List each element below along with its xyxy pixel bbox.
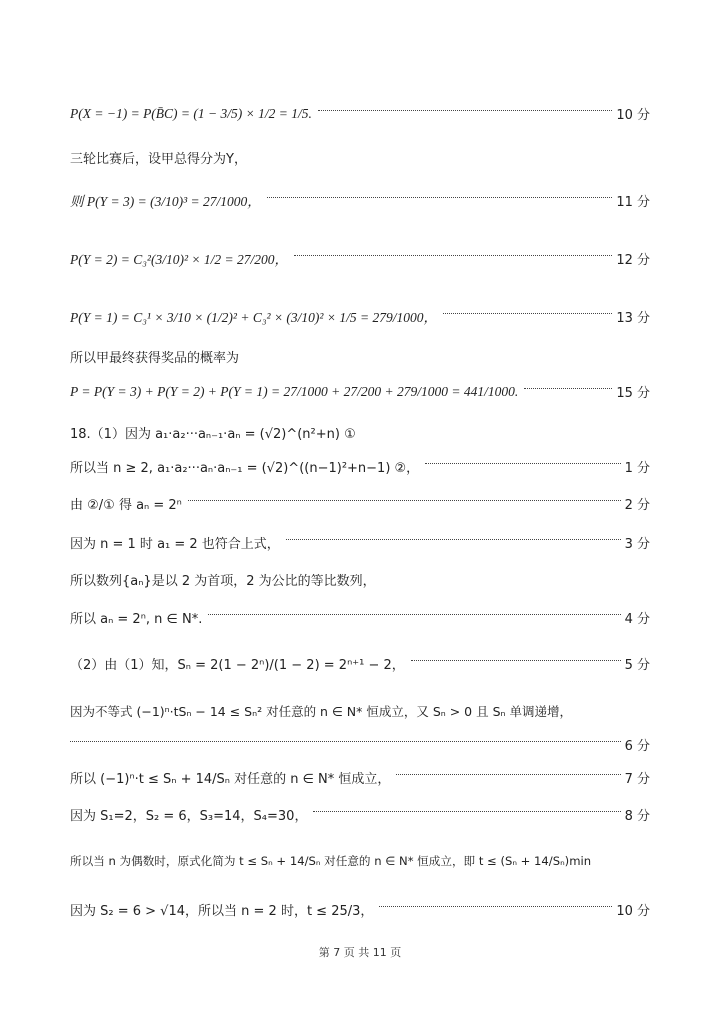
page-footer: 第 7 页 共 11 页 <box>318 946 402 959</box>
line-1 <box>70 104 650 123</box>
line-9-score: 1 分 <box>624 461 650 476</box>
leader-dots <box>188 500 621 501</box>
line-13-text: 所以 aₙ = 2ⁿ, n ∈ N*. <box>70 612 203 627</box>
line-12 <box>70 570 650 589</box>
line-18-score: 8 分 <box>624 809 650 824</box>
line-13-score: 4 分 <box>624 612 650 627</box>
leader-dots <box>267 197 613 198</box>
line-16 <box>70 735 650 754</box>
line-12-text: 所以数列{aₙ}是以 2 为首项，2 为公比的等比数列， <box>70 574 376 589</box>
line-4-score: 12 分 <box>616 252 650 268</box>
line-14-score: 5 分 <box>624 658 650 673</box>
leader-dots <box>208 614 620 615</box>
line-17 <box>70 768 650 787</box>
line-5 <box>70 306 650 326</box>
line-5-score: 13 分 <box>616 310 650 326</box>
line-18-text: 因为 S₁=2，S₂ = 6，S₃=14，S₄=30， <box>70 809 308 824</box>
line-7-text: P = P(Y = 3) + P(Y = 2) + P(Y = 1) = 27/1000 + 27/200 + 279/1000 = 441/1000. <box>70 383 519 399</box>
line-16-score: 6 分 <box>624 739 650 754</box>
line-17-score: 7 分 <box>624 772 650 787</box>
line-8 <box>70 423 650 442</box>
line-5-text: P(Y = 1) = C₃¹ × 3/10 × (1/2)² + C₃² × (3/10)² × 1/5 = 279/1000， <box>70 310 437 325</box>
line-18 <box>70 805 650 824</box>
line-10-score: 2 分 <box>624 498 650 513</box>
leader-dots <box>425 463 620 464</box>
line-7-score: 15 分 <box>616 386 650 401</box>
line-20-text: 因为 S₂ = 6 > √14，所以当 n = 2 时，t ≤ 25/3， <box>70 904 374 919</box>
leader-dots <box>524 388 612 389</box>
leader-dots <box>318 110 612 111</box>
line-3-score: 11 分 <box>616 194 650 210</box>
line-7 <box>70 382 650 401</box>
line-14 <box>70 654 650 673</box>
line-1-score: 10 分 <box>616 108 650 123</box>
line-4-text: P(Y = 2) = C₃²(3/10)² × 1/2 = 27/200， <box>70 252 288 267</box>
line-11-score: 3 分 <box>624 537 650 552</box>
line-10 <box>70 494 650 513</box>
leader-dots <box>286 539 621 540</box>
leader-dots <box>443 313 612 314</box>
line-1-text: P(X = −1) = P(B̄C) = (1 − 3/5) × 1/2 = 1/5. <box>70 105 312 121</box>
line-19-text: 所以当 n 为偶数时，原式化简为 t ≤ Sₙ + 14/Sₙ 对任意的 n ∈ N* 恒成立，即 t ≤ (Sₙ + 14/Sₙ)min <box>70 854 592 868</box>
leader-dots <box>70 741 621 742</box>
leader-dots <box>379 906 612 907</box>
line-3-text: 则 P(Y = 3) = (3/10)³ = 27/1000， <box>70 194 261 209</box>
line-20 <box>70 900 650 919</box>
line-17-text: 所以 (−1)ⁿ·t ≤ Sₙ + 14/Sₙ 对任意的 n ∈ N* 恒成立， <box>70 772 391 787</box>
line-19 <box>70 853 650 869</box>
line-15-text: 因为不等式 (−1)ⁿ·tSₙ − 14 ≤ Sₙ² 对任意的 n ∈ N* 恒成立，又 Sₙ > 0 且 Sₙ 单调递增， <box>70 704 572 719</box>
leader-dots <box>313 811 620 812</box>
leader-dots <box>396 774 620 775</box>
line-6-text: 所以甲最终获得奖品的概率为 <box>70 351 240 366</box>
line-11 <box>70 533 650 552</box>
line-2 <box>70 148 650 167</box>
line-14-text: （2）由（1）知，Sₙ = 2(1 − 2ⁿ)/(1 − 2) = 2ⁿ⁺¹ − 2， <box>70 658 405 673</box>
line-13 <box>70 608 650 627</box>
line-4 <box>70 248 650 268</box>
line-20-score: 10 分 <box>616 904 650 919</box>
line-8-text: 18.（1）因为 a₁·a₂···aₙ₋₁·aₙ = (√2)^(n²+n) ① <box>70 427 356 442</box>
line-10-text: 由 ②/① 得 aₙ = 2ⁿ <box>70 498 182 513</box>
line-6 <box>70 347 650 366</box>
line-11-text: 因为 n = 1 时 a₁ = 2 也符合上式， <box>70 537 280 552</box>
line-2-text: 三轮比赛后，设甲总得分为Y， <box>70 152 247 167</box>
line-9 <box>70 457 650 476</box>
line-3 <box>70 190 650 210</box>
leader-dots <box>411 660 621 661</box>
line-9-text: 所以当 n ≥ 2, a₁·a₂···aₙ·aₙ₋₁ = (√2)^((n−1)²+n−1) ②， <box>70 461 420 476</box>
leader-dots <box>294 255 612 256</box>
line-15 <box>70 702 650 720</box>
